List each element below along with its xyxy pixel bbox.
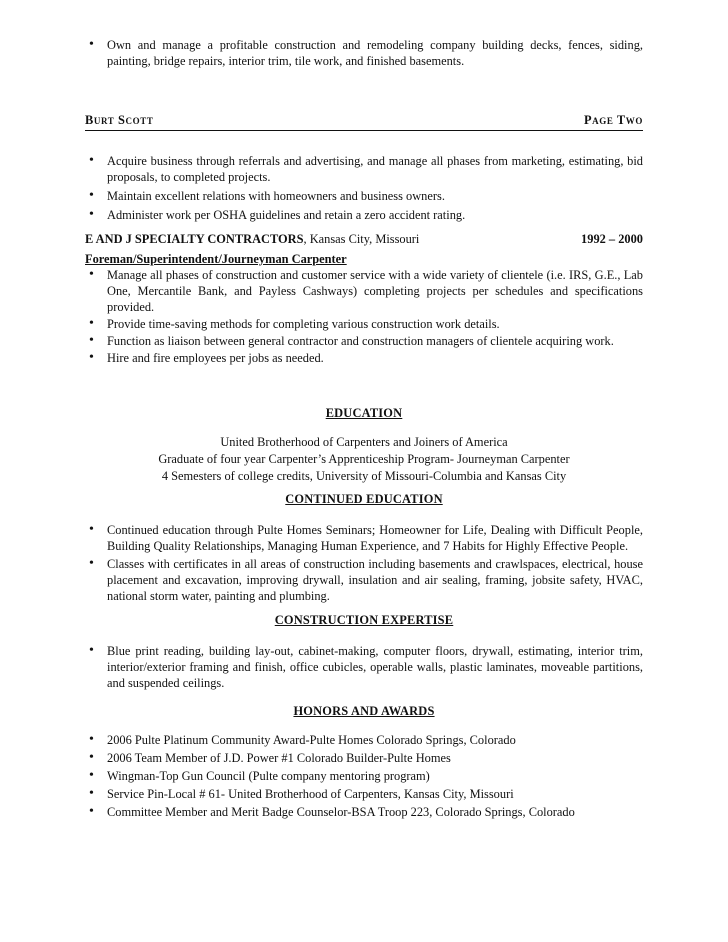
list-item: • Hire and fire employees per jobs as needed. bbox=[85, 350, 643, 366]
education-line: 4 Semesters of college credits, University of Missouri-Columbia and Kansas City bbox=[161, 469, 567, 483]
honors-awards-heading: HONORS AND AWARDS bbox=[293, 704, 435, 718]
job-dates: 1992 – 2000 bbox=[581, 232, 643, 246]
running-header bbox=[85, 112, 643, 131]
list-item: • 2006 Team Member of J.D. Power #1 Colorado Builder-Pulte Homes bbox=[85, 750, 643, 766]
list-item: • Function as liaison between general contractor and construction managers of clientele acquiring work. bbox=[85, 333, 643, 349]
education-heading: EDUCATION bbox=[325, 406, 403, 420]
list-item: • Administer work per OSHA guidelines and retain a zero accident rating. bbox=[85, 207, 643, 223]
list-item: • Maintain excellent relations with homeowners and business owners. bbox=[85, 188, 643, 204]
list-item: • Committee Member and Merit Badge Counselor-BSA Troop 223, Colorado Springs, Colorado bbox=[85, 804, 643, 820]
list-item: • Blue print reading, building lay-out, cabinet-making, computer floors, drywall, estimating, interior trim, interior/exterior framing and finish, office cubicles, operable walls, plastic laminates, moveable partitions, and suspended ceilings. bbox=[85, 643, 643, 691]
header-name: Burt Scott bbox=[85, 113, 154, 127]
company-bullet-list bbox=[85, 153, 643, 223]
job-header bbox=[85, 231, 643, 247]
honors-list bbox=[85, 732, 643, 820]
top-bullet-list bbox=[85, 37, 643, 69]
job-bullet-list bbox=[85, 267, 643, 366]
continued-education-heading: CONTINUED EDUCATION bbox=[285, 492, 443, 506]
list-item: • 2006 Pulte Platinum Community Award-Pulte Homes Colorado Springs, Colorado bbox=[85, 732, 643, 748]
list-item: • Own and manage a profitable construction and remodeling company building decks, fences, siding, painting, bridge repairs, interior trim, tile work, and finished basements. bbox=[85, 37, 643, 69]
expertise-list bbox=[85, 643, 643, 691]
job-title: Foreman/Superintendent/Journeyman Carpenter bbox=[85, 252, 347, 266]
job-entry bbox=[85, 231, 643, 366]
list-item: • Provide time-saving methods for completing various construction work details. bbox=[85, 316, 643, 332]
list-item: • Classes with certificates in all areas of construction including basements and crawlspaces, electrical, house placement and excavation, improving drywall, insulation and air sealing, framing, jobsite safety, HVAC, national storm water, painting and plumbing. bbox=[85, 556, 643, 604]
list-item: • Continued education through Pulte Homes Seminars; Homeowner for Life, Dealing with Difficult People, Building Quality Relationships, Managing Human Experience, and 7 Habits for Highly Effective People. bbox=[85, 522, 643, 554]
company-location: , Kansas City, Missouri bbox=[303, 232, 420, 246]
list-item: • Acquire business through referrals and advertising, and manage all phases from marketing, estimating, bid proposals, to completed projects. bbox=[85, 153, 643, 185]
header-page-number: Page Two bbox=[583, 113, 643, 127]
list-item: • Service Pin-Local # 61- United Brotherhood of Carpenters, Kansas City, Missouri bbox=[85, 786, 643, 802]
job-employer bbox=[85, 231, 419, 247]
construction-expertise-heading: CONSTRUCTION EXPERTISE bbox=[274, 613, 454, 627]
education-lines bbox=[85, 434, 643, 484]
continued-education-list bbox=[85, 522, 643, 604]
education-line: United Brotherhood of Carpenters and Joiners of America bbox=[220, 435, 508, 449]
company-name: E AND J SPECIALTY CONTRACTORS bbox=[85, 232, 304, 246]
education-line: Graduate of four year Carpenter’s Apprenticeship Program- Journeyman Carpenter bbox=[158, 452, 570, 466]
list-item: • Wingman-Top Gun Council (Pulte company mentoring program) bbox=[85, 768, 643, 784]
list-item: • Manage all phases of construction and customer service with a wide variety of clientele (i.e. IRS, G.E., Lab One, Mercantile Bank, and Payless Cashways) completing projects per schedules and specifications provided. bbox=[85, 267, 643, 315]
